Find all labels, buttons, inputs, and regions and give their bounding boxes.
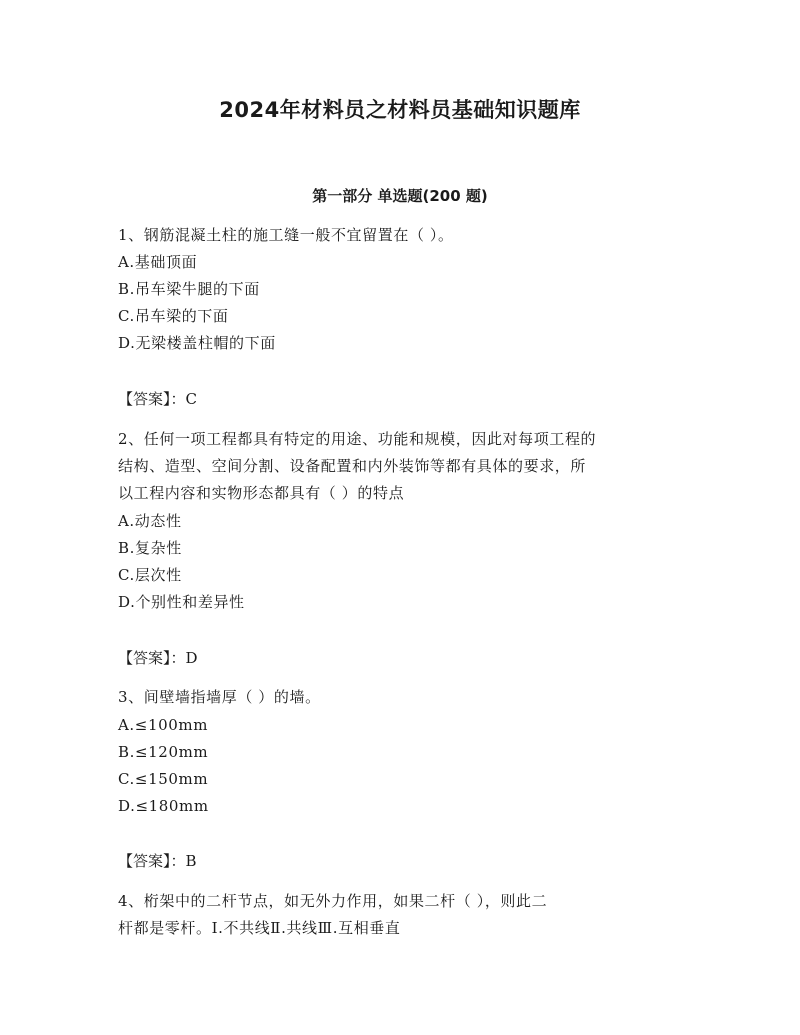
section-title: 第一部分 单选题(200 题) [312, 187, 488, 205]
answer-line: 【答案】：B [118, 852, 197, 870]
question-text-line: 4、桁架中的二杆节点，如无外力作用，如果二杆（ ），则此二 [118, 892, 548, 910]
answer-line: 【答案】：C [118, 390, 197, 408]
option-a: A.动态性 [118, 512, 182, 530]
option-a: A.≤100mm [118, 716, 209, 734]
option-b: B.≤120mm [118, 743, 209, 761]
question-text-line: 以工程内容和实物形态都具有（ ）的特点 [118, 484, 405, 502]
option-c: C.吊车梁的下面 [118, 307, 229, 325]
option-a: A.基础顶面 [118, 253, 198, 271]
answer-line: 【答案】：D [118, 649, 198, 667]
document-title: 2024年材料员之材料员基础知识题库 [219, 98, 581, 122]
question-text-line: 结构、造型、空间分割、设备配置和内外装饰等都有具体的要求，所 [118, 457, 587, 475]
option-c: C.层次性 [118, 566, 182, 584]
question-text-line: 1、钢筋混凝土柱的施工缝一般不宜留置在（ ）。 [118, 226, 454, 244]
option-d: D.≤180mm [118, 797, 209, 815]
option-b: B.吊车梁牛腿的下面 [118, 280, 260, 298]
question-text-line: 杆都是零杆。I.不共线Ⅱ.共线Ⅲ.互相垂直 [118, 919, 401, 937]
option-b: B.复杂性 [118, 539, 182, 557]
option-c: C.≤150mm [118, 770, 209, 788]
question-text-line: 2、任何一项工程都具有特定的用途、功能和规模，因此对每项工程的 [118, 430, 597, 448]
option-d: D.个别性和差异性 [118, 593, 245, 611]
option-d: D.无梁楼盖柱帽的下面 [118, 334, 276, 352]
question-text-line: 3、间壁墙指墙厚（ ）的墙。 [118, 688, 321, 706]
